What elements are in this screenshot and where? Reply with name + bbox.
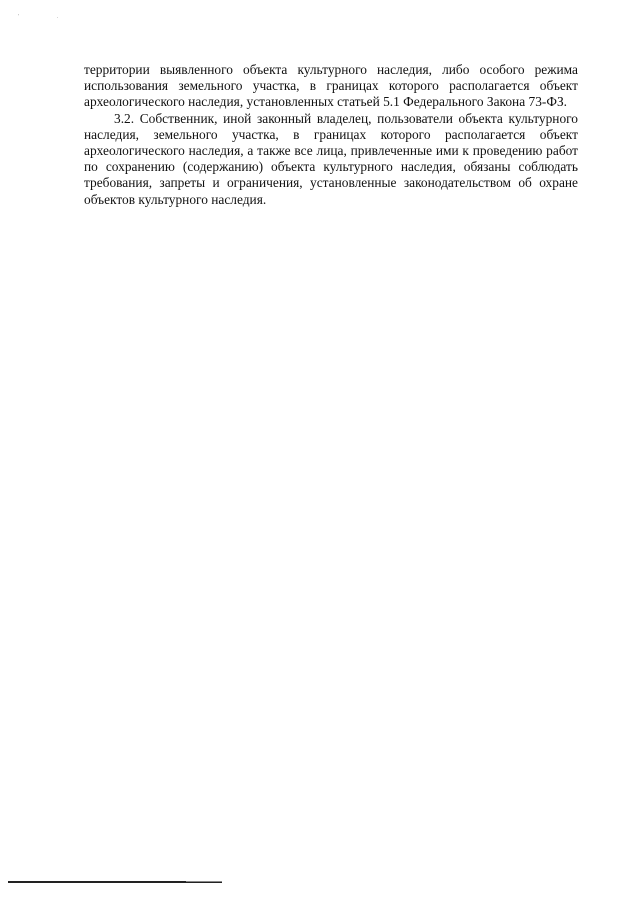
footnote-separator-fade: [186, 881, 222, 882]
scan-corner-marks: ' .: [18, 14, 77, 20]
document-body: [84, 62, 578, 208]
paragraph-continuation: территории выявленного объекта культурного наследия, либо особого режима использования земельного участка, в границах которого располагается объект археологического наследия, установленных статьей 5.1 Федерального Закона 73-ФЗ.: [84, 62, 578, 110]
paragraph-clause-3-2: 3.2. Собственник, иной законный владелец, пользователи объекта культурного наследия, земельного участка, в границах которого располагается объект археологического наследия, а также все лица, привлеченные ими к проведению работ по сохранению (содержанию) объекта культурного наследия, обязаны соблюдать требования, запреты и ограничения, установленные законодательством об охране объектов культурного наследия.: [84, 110, 578, 207]
